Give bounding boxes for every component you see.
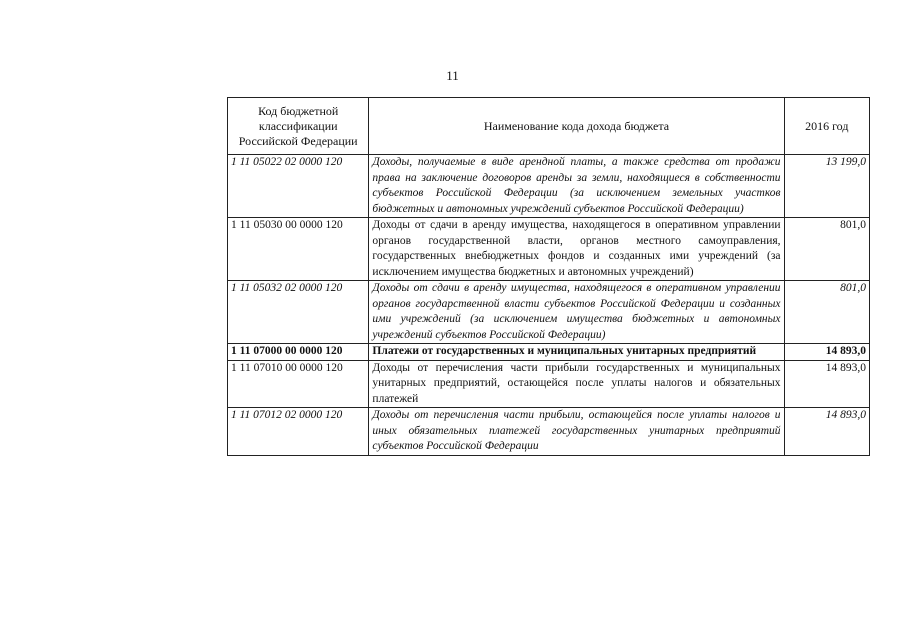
row-amount: 14 893,0 — [784, 344, 869, 361]
row-amount: 801,0 — [784, 218, 869, 281]
row-code: 1 11 07012 02 0000 120 — [228, 408, 369, 456]
row-code: 1 11 07000 00 0000 120 — [228, 344, 369, 361]
row-code: 1 11 05030 00 0000 120 — [228, 218, 369, 281]
table-header-row — [228, 98, 870, 155]
row-name: Платежи от государственных и муниципальных унитарных предприятий — [369, 344, 784, 361]
header-name: Наименование кода дохода бюджета — [369, 98, 784, 155]
row-code: 1 11 07010 00 0000 120 — [228, 360, 369, 408]
row-name: Доходы от перечисления части прибыли государственных и муниципальных унитарных предприятий, остающейся после уплаты налогов и обязательных платежей — [369, 360, 784, 408]
row-name: Доходы от перечисления части прибыли, остающейся после уплаты налогов и иных обязательных платежей государственных унитарных предприятий субъектов Российской Федерации — [369, 408, 784, 456]
table-row — [228, 360, 870, 408]
header-amount: 2016 год — [784, 98, 869, 155]
table-row — [228, 218, 870, 281]
row-code: 1 11 05022 02 0000 120 — [228, 155, 369, 218]
table-row — [228, 281, 870, 344]
table-row — [228, 155, 870, 218]
row-name: Доходы, получаемые в виде арендной платы, а также средства от продажи права на заключение договоров аренды за земли, находящиеся в собственности субъектов Российской Федерации (за исключением земельных участков бюджетных и автономных учреждений субъектов Российской Федерации) — [369, 155, 784, 218]
page-number: 11 — [446, 68, 459, 83]
budget-revenue-table — [227, 97, 870, 456]
row-name: Доходы от сдачи в аренду имущества, находящегося в оперативном управлении органов государственной власти, органов местного самоуправления, государственных внебюджетных фондов и созданных ими учреждений (за исключением имущества бюджетных и автономных учреждений) — [369, 218, 784, 281]
table-row — [228, 344, 870, 361]
row-name: Доходы от сдачи в аренду имущества, находящегося в оперативном управлении органов государственной власти субъектов Российской Федерации и созданных ими учреждений (за исключением имущества бюджетных и автономных учреждений субъектов Российской Федерации) — [369, 281, 784, 344]
row-amount: 801,0 — [784, 281, 869, 344]
header-code: Код бюджетной классификации Российской Федерации — [228, 98, 369, 155]
row-amount: 14 893,0 — [784, 360, 869, 408]
row-code: 1 11 05032 02 0000 120 — [228, 281, 369, 344]
table-row — [228, 408, 870, 456]
row-amount: 14 893,0 — [784, 408, 869, 456]
row-amount: 13 199,0 — [784, 155, 869, 218]
